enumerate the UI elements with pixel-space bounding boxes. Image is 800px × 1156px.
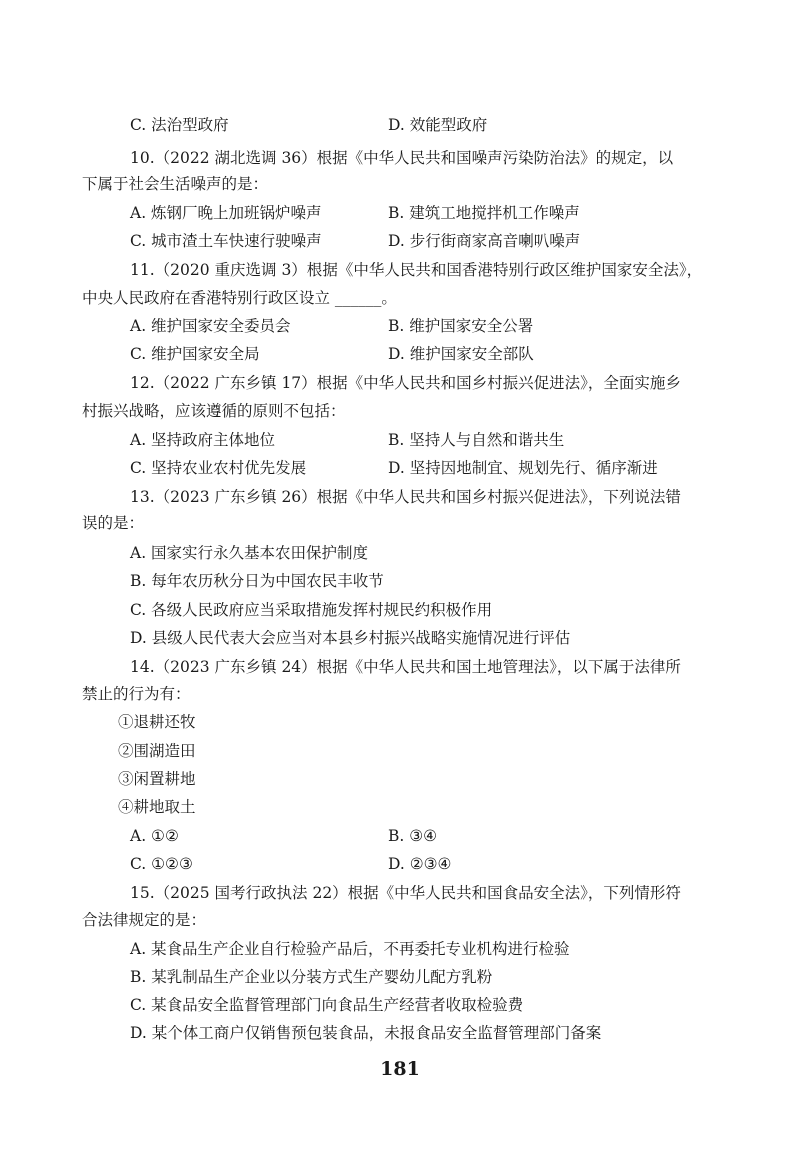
q14-stem-line2: 禁止的行为有： bbox=[82, 685, 191, 703]
q13-stem-line2: 误的是： bbox=[82, 514, 145, 532]
q11-option-b: B. 维护国家安全公署 bbox=[388, 317, 534, 335]
q15-stem-line1: 15.（2025 国考行政执法 22）根据《中华人民共和国食品安全法》，下列情形符 bbox=[130, 884, 681, 902]
q12-option-b: B. 坚持人与自然和谐共生 bbox=[388, 431, 565, 449]
q12-option-d: D. 坚持因地制宜、规划先行、循序渐进 bbox=[388, 459, 658, 477]
q12-option-a: A. 坚持政府主体地位 bbox=[130, 431, 276, 449]
q14-option-d: D. ②③④ bbox=[388, 855, 452, 873]
q13-option-a: A. 国家实行永久基本农田保护制度 bbox=[130, 544, 369, 562]
q14-item-1: ①退耕还牧 bbox=[118, 713, 196, 731]
q10-stem-line1: 10.（2022 湖北选调 36）根据《中华人民共和国噪声污染防治法》的规定，以 bbox=[130, 149, 674, 167]
q10-option-a: A. 炼钢厂晚上加班锅炉噪声 bbox=[130, 204, 322, 222]
q10-option-d: D. 步行街商家高音喇叭噪声 bbox=[388, 232, 581, 250]
q12-stem-line1: 12.（2022 广东乡镇 17）根据《中华人民共和国乡村振兴促进法》，全面实施乡 bbox=[130, 374, 681, 392]
q13-option-c: C. 各级人民政府应当采取措施发挥村规民约积极作用 bbox=[130, 601, 493, 619]
q14-item-3: ③闲置耕地 bbox=[118, 770, 196, 788]
q15-option-a: A. 某食品生产企业自行检验产品后，不再委托专业机构进行检验 bbox=[130, 940, 570, 958]
q9-option-c: C. 法治型政府 bbox=[130, 116, 229, 134]
q10-stem-line2: 下属于社会生活噪声的是： bbox=[82, 175, 269, 193]
q13-stem-line1: 13.（2023 广东乡镇 26）根据《中华人民共和国乡村振兴促进法》，下列说法错 bbox=[130, 488, 681, 506]
q11-option-d: D. 维护国家安全部队 bbox=[388, 345, 534, 363]
q11-option-c: C. 维护国家安全局 bbox=[130, 345, 260, 363]
q12-option-c: C. 坚持农业农村优先发展 bbox=[130, 459, 307, 477]
q14-item-4: ④耕地取土 bbox=[118, 798, 196, 816]
q9-option-d: D. 效能型政府 bbox=[388, 116, 488, 134]
q15-option-d: D. 某个体工商户仅销售预包装食品，未报食品安全监督管理部门备案 bbox=[130, 1024, 602, 1042]
q10-option-c: C. 城市渣土车快速行驶噪声 bbox=[130, 232, 322, 250]
q15-option-c: C. 某食品安全监督管理部门向食品生产经营者收取检验费 bbox=[130, 996, 524, 1014]
q11-option-a: A. 维护国家安全委员会 bbox=[130, 317, 291, 335]
q12-stem-line2: 村振兴战略，应该遵循的原则不包括： bbox=[82, 402, 346, 420]
q14-option-a: A. ①② bbox=[130, 827, 179, 845]
q14-stem-line1: 14.（2023 广东乡镇 24）根据《中华人民共和国土地管理法》，以下属于法律所 bbox=[130, 658, 681, 676]
q15-stem-line2: 合法律规定的是： bbox=[82, 911, 207, 929]
q14-option-c: C. ①②③ bbox=[130, 855, 193, 873]
q10-option-b: B. 建筑工地搅拌机工作噪声 bbox=[388, 204, 580, 222]
q14-item-2: ②围湖造田 bbox=[118, 742, 196, 760]
q14-option-b: B. ③④ bbox=[388, 827, 438, 845]
q15-option-b: B. 某乳制品生产企业以分装方式生产婴幼儿配方乳粉 bbox=[130, 968, 493, 986]
page-number: 181 bbox=[380, 1058, 420, 1080]
q11-stem-line2: 中央人民政府在香港特别行政区设立 ______。 bbox=[82, 289, 397, 307]
q11-stem-line1: 11.（2020 重庆选调 3）根据《中华人民共和国香港特别行政区维护国家安全法》， bbox=[130, 261, 703, 279]
q13-option-d: D. 县级人民代表大会应当对本县乡村振兴战略实施情况进行评估 bbox=[130, 629, 571, 647]
q13-option-b: B. 每年农历秋分日为中国农民丰收节 bbox=[130, 572, 384, 590]
